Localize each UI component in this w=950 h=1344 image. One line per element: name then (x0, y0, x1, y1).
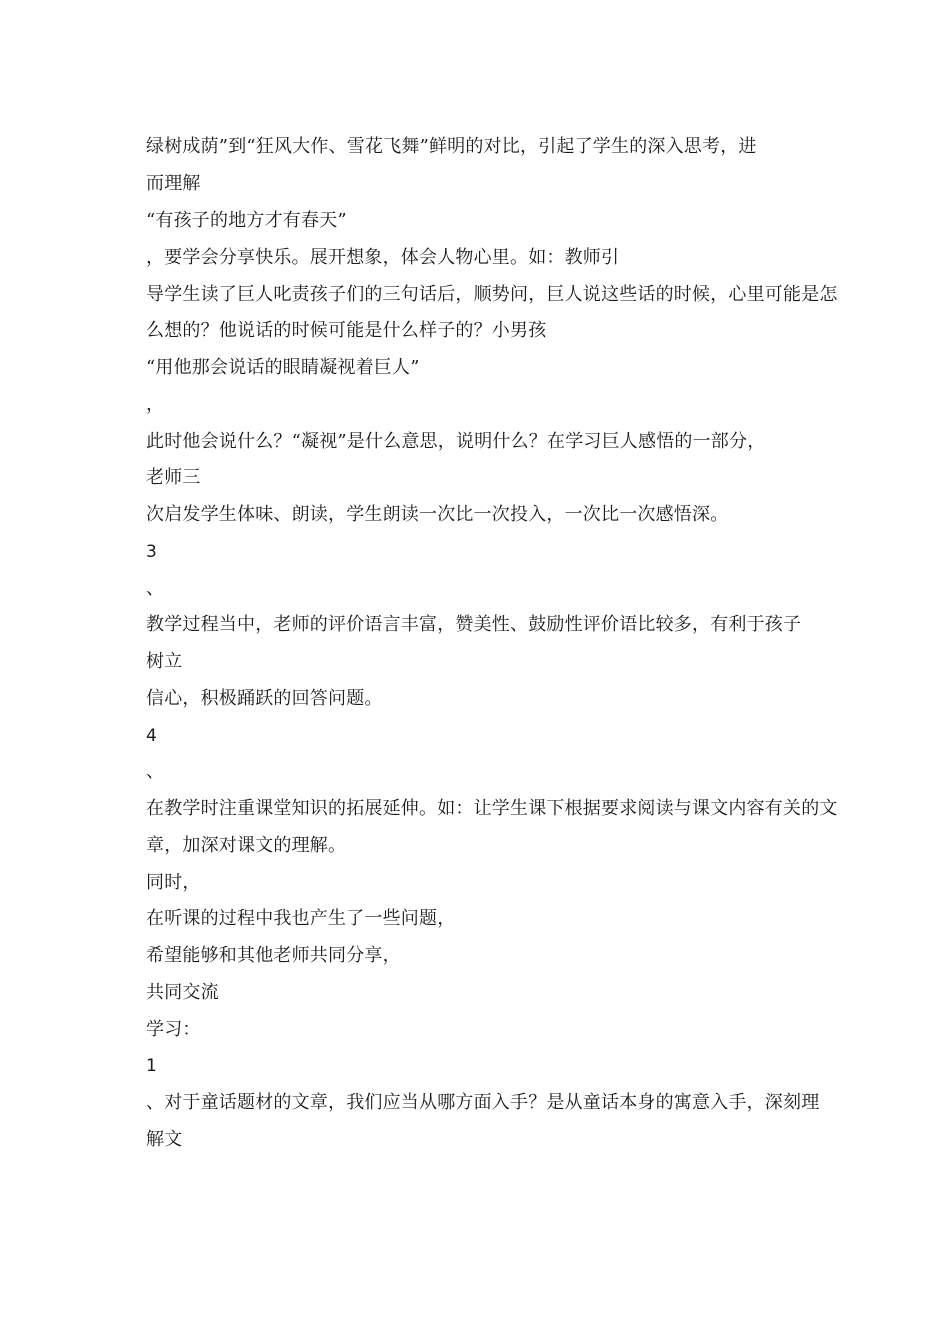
text-line: 信心，积极踊跃的回答问题。 (146, 688, 383, 709)
text-line: 绿树成荫”到“狂风大作、雪花飞舞”鲜明的对比，引起了学生的深入思考，进 (146, 136, 757, 157)
text-line: 老师三 (146, 467, 201, 488)
text-line: 树立 (146, 651, 183, 672)
text-line: ， (146, 394, 165, 415)
text-line: 在教学时注重课堂知识的拓展延伸。如：让学生课下根据要求阅读与课文内容有关的文 (146, 798, 838, 819)
text-line: 、 (146, 761, 165, 782)
text-line: 解文 (146, 1129, 183, 1150)
text-line: ，要学会分享快乐。展开想象，体会人物心里。如：教师引 (146, 247, 620, 268)
text-line: 教学过程当中，老师的评价语言丰富，赞美性、鼓励性评价语比较多，有利于孩子 (146, 614, 802, 635)
text-line: 此时他会说什么？“凝视”是什么意思，说明什么？在学习巨人感悟的一部分， (146, 431, 766, 452)
text-line: “有孩子的地方才有春天” (146, 210, 347, 231)
text-line: “用他那会说话的眼睛凝视着巨人” (146, 357, 420, 378)
list-number: 3 (146, 542, 158, 562)
text-line: 、 (146, 578, 165, 599)
text-line: 导学生读了巨人叱责孩子们的三句话后，顺势问，巨人说这些话的时候，心里可能是怎 (146, 284, 838, 305)
text-line: 同时， (146, 872, 201, 893)
text-line: 么想的？他说话的时候可能是什么样子的？小男孩 (146, 320, 547, 341)
list-number: 1 (146, 1056, 158, 1076)
text-line: 而理解 (146, 173, 201, 194)
text-line: 章，加深对课文的理解。 (146, 835, 347, 856)
text-line: 在听课的过程中我也产生了一些问题， (146, 908, 456, 929)
text-line: 、对于童话题材的文章，我们应当从哪方面入手？是从童话本身的寓意入手，深刻理 (146, 1092, 820, 1113)
text-line: 学习： (146, 1019, 201, 1040)
text-line: 共同交流 (146, 982, 219, 1003)
list-number: 4 (146, 726, 158, 746)
text-line: 希望能够和其他老师共同分享， (146, 945, 401, 966)
text-line: 次启发学生体味、朗读，学生朗读一次比一次投入，一次比一次感悟深。 (146, 504, 729, 525)
